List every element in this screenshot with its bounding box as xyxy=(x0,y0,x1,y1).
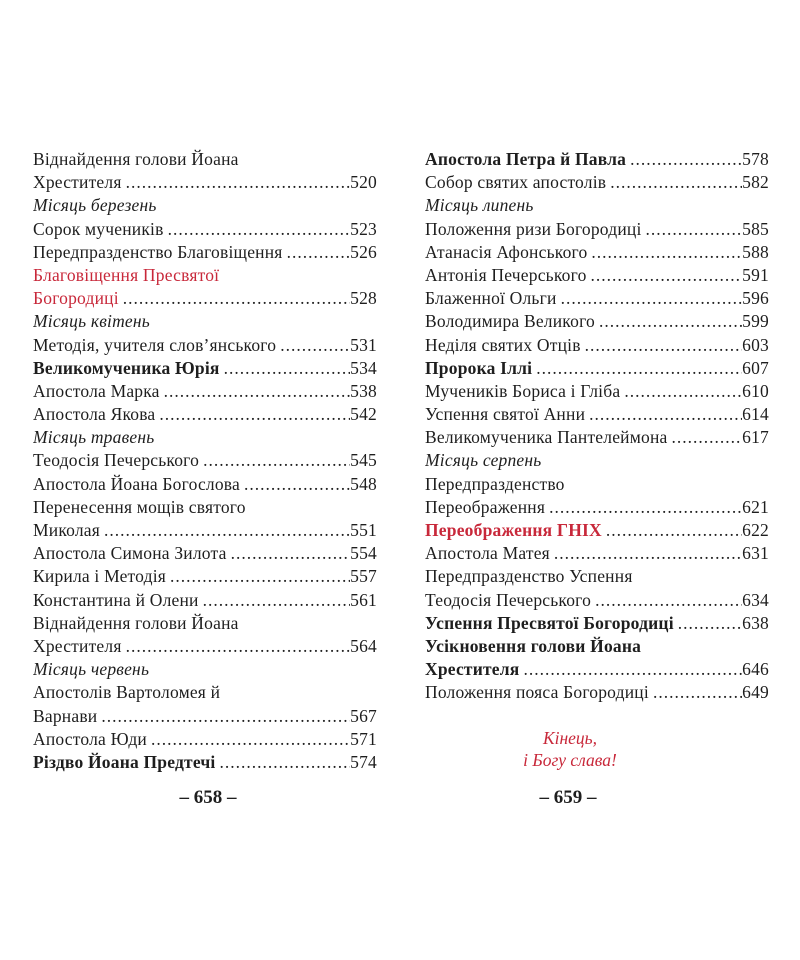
toc-entry-line: Перенесення мощів святого xyxy=(33,496,246,517)
toc-entry xyxy=(33,403,377,426)
toc-entry xyxy=(33,565,377,588)
dot-leader xyxy=(585,334,742,357)
toc-page-number: 548 xyxy=(350,473,377,494)
toc-entry-title: Константина й Олени xyxy=(33,589,199,610)
toc-entry xyxy=(425,681,769,704)
toc-entry-title: Хрестителя xyxy=(425,659,520,680)
toc-entry xyxy=(425,218,769,241)
toc-entry xyxy=(425,589,769,612)
toc-entry xyxy=(425,426,769,449)
toc-entry xyxy=(425,403,769,426)
toc-page-number: 520 xyxy=(350,172,377,193)
dot-leader xyxy=(151,728,350,751)
toc-entry xyxy=(33,171,377,194)
toc-entry xyxy=(33,380,377,403)
toc-entry-title: Положення ризи Богородиці xyxy=(425,218,642,239)
toc-page-number: 564 xyxy=(350,635,377,656)
toc-entry-title: Методія, учителя слов’янського xyxy=(33,334,277,355)
toc-entry xyxy=(33,728,377,751)
toc-page-number: 634 xyxy=(742,589,769,610)
dot-leader xyxy=(159,403,350,426)
toc-entry-title: Різдво Йоана Предтечі xyxy=(33,751,216,772)
toc-entry-title: Мучеників Бориса і Гліба xyxy=(425,380,621,401)
toc-page-number: 551 xyxy=(350,520,377,540)
toc-page-number: 607 xyxy=(742,357,769,378)
dot-leader xyxy=(126,635,351,658)
toc-page-number: 582 xyxy=(742,172,769,193)
toc-entry-title: Переображення xyxy=(425,496,546,517)
toc-entry xyxy=(33,473,377,496)
toc-entry xyxy=(425,310,769,333)
dot-leader xyxy=(554,542,742,565)
toc-entry-line: Віднайдення голови Йоана xyxy=(33,149,239,169)
toc-entry-title: Успення святої Анни xyxy=(425,404,586,425)
toc-entry xyxy=(425,287,769,310)
toc-entry xyxy=(425,334,769,357)
month-heading: Місяць березень xyxy=(33,195,157,216)
toc-page-number: 649 xyxy=(742,682,769,703)
ending-line-1: Кінець, xyxy=(542,728,598,748)
dot-leader xyxy=(203,589,351,612)
toc-page-number: 585 xyxy=(742,218,769,239)
toc-page-number: 538 xyxy=(350,380,377,401)
toc-page-number: 610 xyxy=(742,380,769,401)
toc-entry-title: Хрестителя xyxy=(33,172,122,193)
toc-entry-title: Великомученика Юрія xyxy=(33,357,220,378)
toc-entry-line: Віднайдення голови Йоана xyxy=(33,612,239,633)
dot-leader xyxy=(606,519,742,542)
toc-page-number: 638 xyxy=(742,612,769,633)
toc-entry-title: Хрестителя xyxy=(33,635,122,656)
dot-leader xyxy=(646,218,743,241)
toc-page-number: 621 xyxy=(742,496,769,517)
right-page-contents xyxy=(425,148,769,705)
toc-entry xyxy=(425,612,769,635)
dot-leader xyxy=(624,380,742,403)
dot-leader xyxy=(126,171,351,194)
dot-leader xyxy=(164,380,350,403)
toc-entry-line: Передпразденство xyxy=(425,473,565,494)
toc-entry-title: Блаженної Ольги xyxy=(425,288,557,309)
toc-entry xyxy=(33,449,377,472)
toc-entry xyxy=(33,589,377,612)
dot-leader xyxy=(287,241,351,264)
toc-entry xyxy=(425,171,769,194)
toc-entry-title: Кирила і Методія xyxy=(33,566,167,587)
toc-entry-title: Варнави xyxy=(33,705,98,726)
toc-page-number: 567 xyxy=(350,705,377,726)
toc-page-number: 557 xyxy=(350,566,377,587)
dot-leader xyxy=(561,287,743,310)
dot-leader xyxy=(231,542,351,565)
toc-entry xyxy=(33,705,377,728)
toc-page-number: 571 xyxy=(350,728,377,749)
toc-page-number: 596 xyxy=(742,288,769,309)
toc-entry-title: Володимира Великого xyxy=(425,311,595,332)
toc-entry-line: Благовіщення Пресвятої xyxy=(33,264,220,285)
toc-page-number: 528 xyxy=(350,288,377,309)
dot-leader xyxy=(549,496,742,519)
dot-leader xyxy=(653,681,742,704)
toc-page-number: 603 xyxy=(742,334,769,355)
toc-entry-title: Апостола Симона Зилота xyxy=(33,543,227,564)
toc-page-number: 574 xyxy=(350,751,377,772)
toc-entry xyxy=(425,496,769,519)
toc-page-number: 578 xyxy=(742,149,769,169)
ending-line-2: і Богу слава! xyxy=(523,750,617,770)
toc-page-number: 588 xyxy=(742,241,769,262)
toc-entry xyxy=(33,218,377,241)
toc-entry-line: Усікновення голови Йоана xyxy=(425,635,642,656)
toc-entry xyxy=(425,357,769,380)
toc-entry-title: Передпразденство Благовіщення xyxy=(33,241,283,262)
dot-leader xyxy=(523,658,742,681)
toc-page-number: 614 xyxy=(742,404,769,425)
toc-entry-line: Апостолів Вартоломея й xyxy=(33,682,221,703)
dot-leader xyxy=(170,565,350,588)
toc-entry-title: Апостола Марка xyxy=(33,380,160,401)
dot-leader xyxy=(101,705,350,728)
dot-leader xyxy=(591,264,743,287)
toc-page-number: 526 xyxy=(350,241,377,262)
toc-entry-title: Миколая xyxy=(33,520,101,540)
toc-page-number: 622 xyxy=(742,520,769,540)
month-heading: Місяць червень xyxy=(33,659,150,680)
dot-leader xyxy=(591,241,742,264)
dot-leader xyxy=(599,310,742,333)
toc-entry-title: Положення пояса Богородиці xyxy=(425,682,649,703)
toc-entry-title: Апостола Матея xyxy=(425,543,550,564)
toc-entry xyxy=(33,635,377,658)
dot-leader xyxy=(244,473,350,496)
month-heading: Місяць травень xyxy=(33,427,155,448)
toc-entry xyxy=(425,380,769,403)
toc-entry xyxy=(33,542,377,565)
toc-entry xyxy=(33,751,377,774)
toc-page-number: 631 xyxy=(742,543,769,564)
toc-page-number: 561 xyxy=(350,589,377,610)
toc-entry xyxy=(33,241,377,264)
toc-entry-title: Теодосія Печерського xyxy=(425,589,592,610)
toc-entry xyxy=(425,542,769,565)
dot-leader xyxy=(220,751,351,774)
toc-entry-title: Атанасія Афонського xyxy=(425,241,588,262)
dot-leader xyxy=(589,403,742,426)
toc-page-number: 617 xyxy=(742,427,769,448)
page-number-right: – 659 – xyxy=(539,787,597,808)
toc-entry-title: Успення Пресвятої Богородиці xyxy=(425,612,674,633)
toc-page-number: 531 xyxy=(350,334,377,355)
dot-leader xyxy=(536,357,742,380)
toc-entry xyxy=(33,357,377,380)
toc-page-number: 523 xyxy=(350,218,377,239)
month-heading: Місяць липень xyxy=(425,195,534,216)
toc-entry-title: Апостола Якова xyxy=(33,404,156,425)
toc-page-number: 554 xyxy=(350,543,377,564)
toc-entry xyxy=(425,658,769,681)
toc-page-number: 646 xyxy=(742,659,769,680)
toc-page-number: 591 xyxy=(742,264,769,285)
dot-leader xyxy=(203,449,350,472)
toc-entry-title: Теодосія Печерського xyxy=(33,450,200,471)
dot-leader xyxy=(104,519,350,542)
toc-entry-title: Апостола Юди xyxy=(33,728,147,749)
toc-entry-title: Великомученика Пантелеймона xyxy=(425,427,668,448)
dot-leader xyxy=(280,334,350,357)
toc-entry xyxy=(33,334,377,357)
toc-entry-title: Пророка Іллі xyxy=(425,357,533,378)
page-number-left: – 658 – xyxy=(179,787,237,808)
toc-page-number: 599 xyxy=(742,311,769,332)
toc-entry xyxy=(33,519,377,542)
toc-page-number: 542 xyxy=(350,404,377,425)
ending-phrase xyxy=(490,727,650,771)
dot-leader xyxy=(610,171,742,194)
month-heading: Місяць квітень xyxy=(33,311,150,332)
dot-leader xyxy=(123,287,350,310)
toc-entry-title: Сорок мучеників xyxy=(33,218,164,239)
toc-entry xyxy=(33,287,377,310)
toc-entry-title: Апостола Петра й Павла xyxy=(425,149,627,169)
dot-leader xyxy=(630,148,742,171)
toc-page-number: 545 xyxy=(350,450,377,471)
toc-entry-title: Переображення ГНІХ xyxy=(425,520,602,540)
toc-entry-title: Богородиці xyxy=(33,288,119,309)
toc-entry-title: Апостола Йоана Богослова xyxy=(33,473,241,494)
dot-leader xyxy=(224,357,351,380)
toc-entry xyxy=(425,519,769,542)
month-heading: Місяць серпень xyxy=(425,450,542,471)
toc-entry-title: Антонія Печерського xyxy=(425,264,587,285)
toc-entry xyxy=(425,241,769,264)
dot-leader xyxy=(595,589,742,612)
dot-leader xyxy=(168,218,351,241)
toc-page-number: 534 xyxy=(350,357,377,378)
dot-leader xyxy=(671,426,742,449)
toc-entry-title: Неділя святих Отців xyxy=(425,334,581,355)
toc-entry-title: Собор святих апостолів xyxy=(425,172,607,193)
dot-leader xyxy=(678,612,742,635)
toc-entry-line: Передпразденство Успення xyxy=(425,566,633,587)
left-page-contents xyxy=(33,148,377,774)
toc-entry xyxy=(425,148,769,171)
toc-entry xyxy=(425,264,769,287)
